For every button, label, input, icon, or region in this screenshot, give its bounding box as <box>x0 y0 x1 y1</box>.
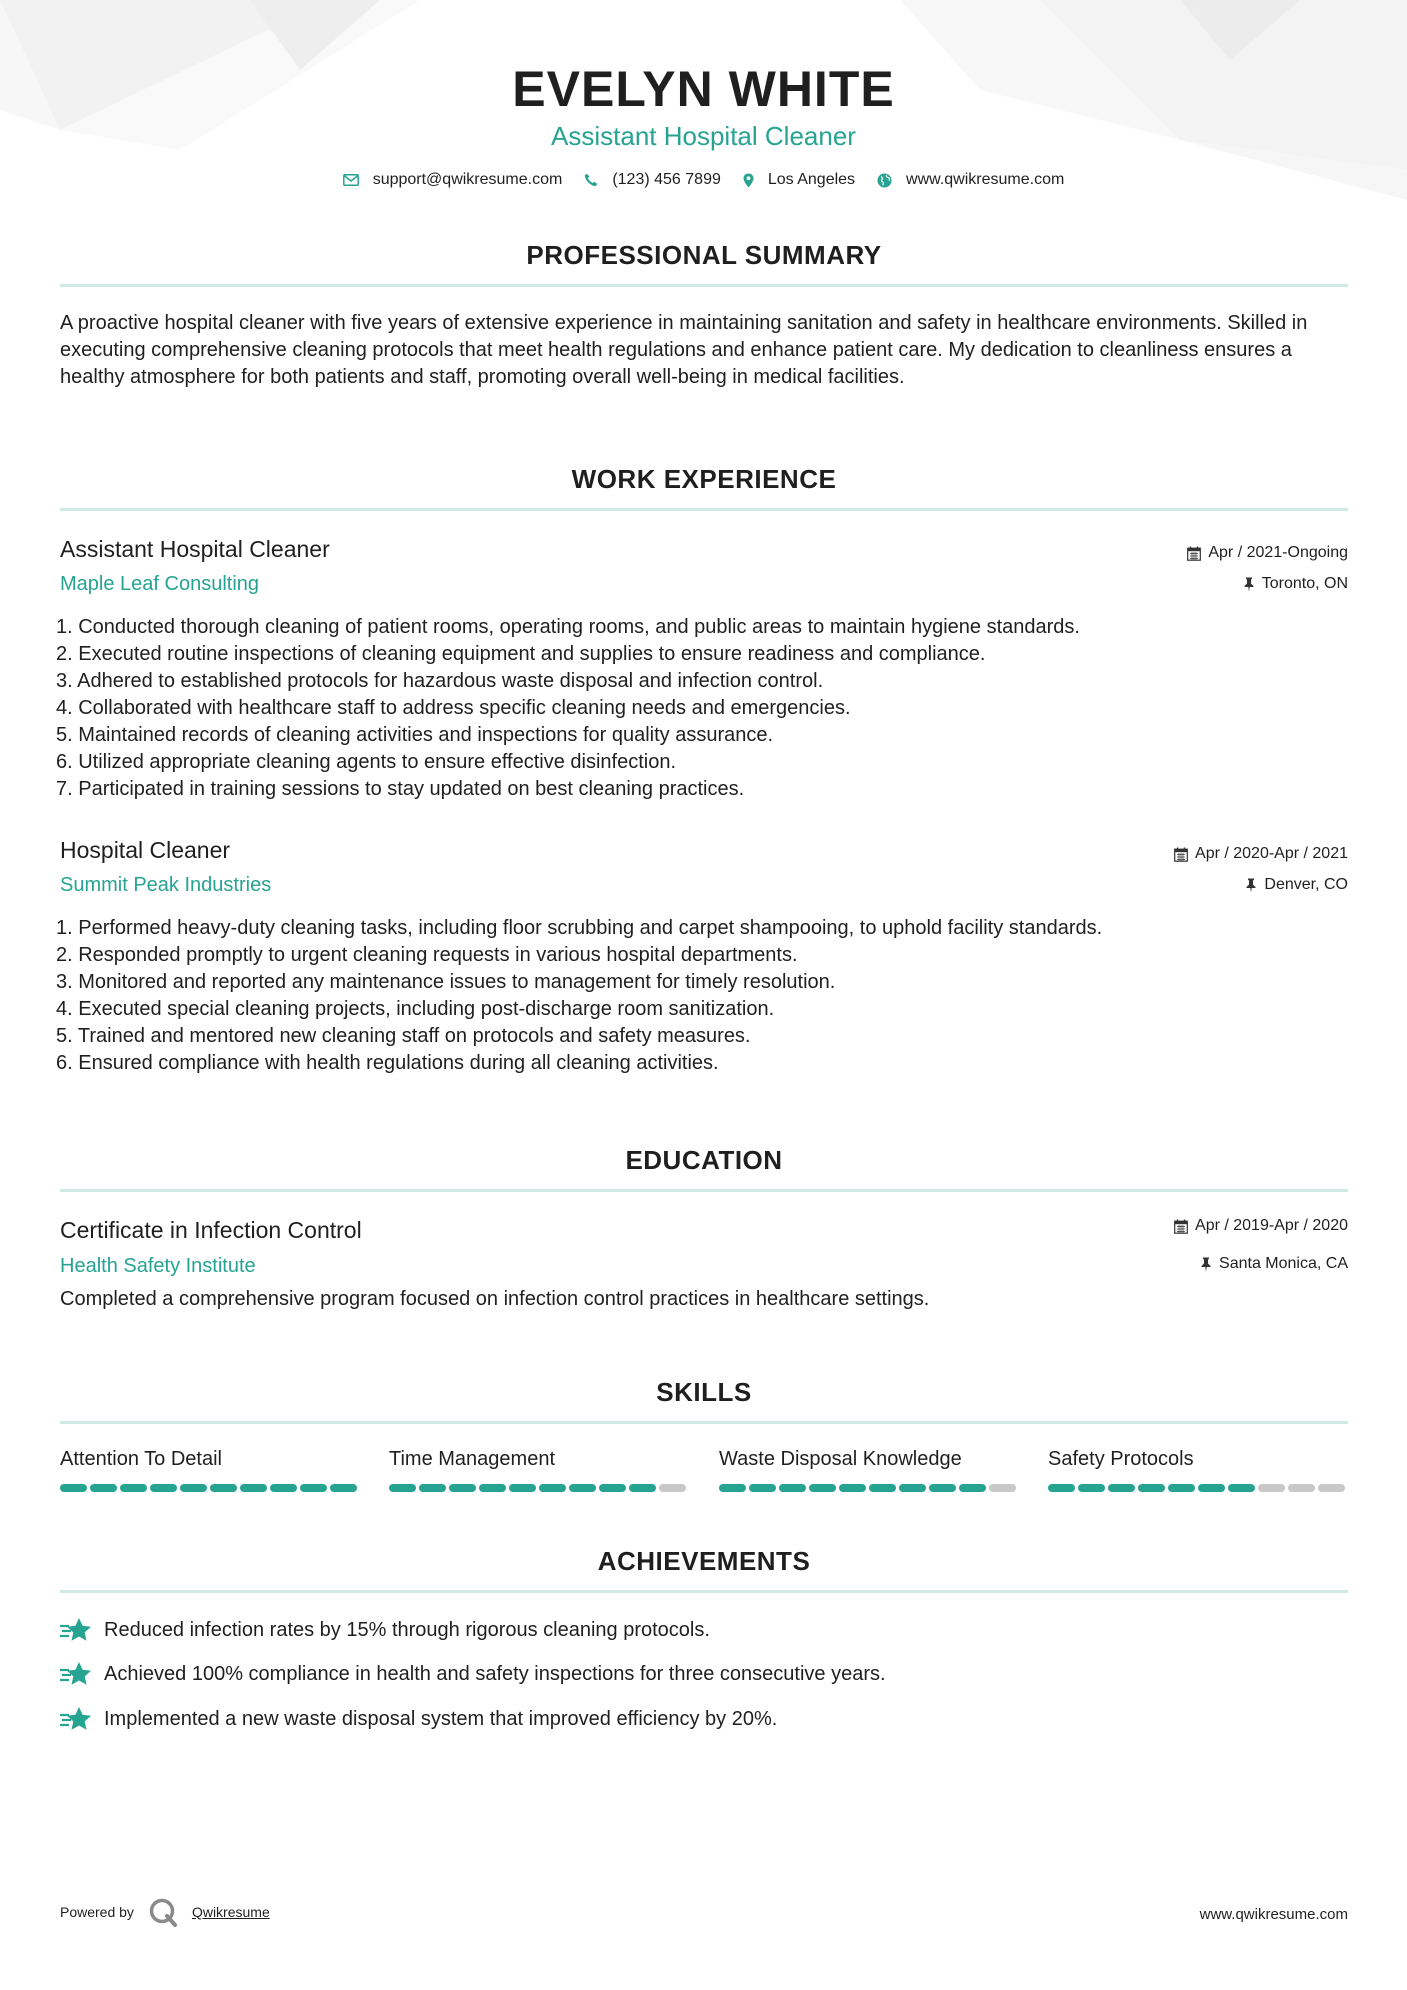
qwikresume-link[interactable]: Qwikresume <box>191 1904 270 1920</box>
contact-email[interactable] <box>343 171 563 189</box>
education-description: Completed a comprehensive program focused on infection control practices in healthcare settings. <box>60 1288 930 1310</box>
skill-level-bar <box>389 1484 689 1492</box>
skill-segment-filled <box>929 1484 956 1492</box>
skill-segment-filled <box>300 1484 327 1492</box>
skill-segment-filled <box>389 1484 416 1492</box>
star-icon <box>60 1617 92 1643</box>
skill-name: Time Management <box>389 1448 555 1470</box>
degree-title: Certificate in Infection Control <box>60 1217 362 1243</box>
footer-branding <box>60 1897 270 1927</box>
candidate-title: Assistant Hospital Cleaner <box>551 121 856 151</box>
phone-text: (123) 456 7899 <box>612 171 721 188</box>
achievements-heading: ACHIEVEMENTS <box>597 1546 811 1576</box>
job-date <box>1174 845 1348 863</box>
job-location <box>1245 876 1348 894</box>
skill-segment-filled <box>180 1484 207 1492</box>
section-divider <box>60 1590 1348 1593</box>
envelope-icon <box>343 174 359 186</box>
education-date-text: Apr / 2019-Apr / 2020 <box>1195 1217 1348 1234</box>
calendar-icon <box>1174 1219 1188 1234</box>
skill-segment-filled <box>270 1484 297 1492</box>
section-divider <box>60 1189 1348 1192</box>
powered-by-label: Powered by <box>60 1904 134 1920</box>
skill-level-bar <box>60 1484 360 1492</box>
list-item: 1. Conducted thorough cleaning of patient rooms, operating rooms, and public areas to maintain hygiene standards. <box>56 616 1080 638</box>
skill-segment-filled <box>479 1484 506 1492</box>
skill-segment-filled <box>1228 1484 1255 1492</box>
company-name: Summit Peak Industries <box>60 874 272 896</box>
phone-icon <box>584 173 598 187</box>
skill-segment-filled <box>509 1484 536 1492</box>
job-title: Assistant Hospital Cleaner <box>60 536 330 562</box>
calendar-icon <box>1174 847 1188 862</box>
list-item: 1. Performed heavy-duty cleaning tasks, including floor scrubbing and carpet shampooing, to uphold facility standards. <box>56 917 1103 939</box>
skill-segment-filled <box>1138 1484 1165 1492</box>
pushpin-icon <box>1243 577 1255 592</box>
job-date <box>1187 544 1348 562</box>
skill-segment-empty <box>659 1484 686 1492</box>
skill-name: Attention To Detail <box>60 1448 222 1470</box>
achievement-text: Implemented a new waste disposal system that improved efficiency by 20%. <box>104 1707 778 1730</box>
candidate-name: EVELYN WHITE <box>512 61 895 117</box>
skill-segment-filled <box>330 1484 357 1492</box>
list-item: 2. Responded promptly to urgent cleaning requests in various hospital departments. <box>56 944 798 966</box>
skill-segment-filled <box>1078 1484 1105 1492</box>
list-item: 7. Participated in training sessions to stay updated on best cleaning practices. <box>56 778 745 800</box>
skill-segment-filled <box>569 1484 596 1492</box>
map-pin-icon <box>743 173 754 188</box>
footer-website[interactable]: www.qwikresume.com <box>1199 1906 1348 1923</box>
section-divider <box>60 284 1348 287</box>
education-location <box>1200 1255 1348 1273</box>
achievement-text: Reduced infection rates by 15% through rigorous cleaning protocols. <box>104 1618 710 1641</box>
globe-icon <box>877 173 892 188</box>
resume-header <box>0 58 1407 152</box>
skill-item <box>60 1446 360 1492</box>
skill-segment-filled <box>150 1484 177 1492</box>
skills-heading: SKILLS <box>656 1377 752 1407</box>
list-item: 3. Adhered to established protocols for hazardous waste disposal and infection control. <box>56 670 824 692</box>
list-item: 5. Trained and mentored new cleaning staff on protocols and safety measures. <box>56 1025 751 1047</box>
skill-segment-filled <box>959 1484 986 1492</box>
pushpin-icon <box>1200 1257 1212 1272</box>
skill-item <box>1048 1446 1348 1492</box>
skill-segment-filled <box>749 1484 776 1492</box>
star-icon <box>60 1706 92 1732</box>
list-item: 6. Utilized appropriate cleaning agents to ensure effective disinfection. <box>56 751 677 773</box>
education-heading: EDUCATION <box>625 1145 783 1175</box>
skill-segment-empty <box>989 1484 1016 1492</box>
contact-bar <box>0 171 1407 189</box>
skill-segment-filled <box>599 1484 626 1492</box>
summary-text: A proactive hospital cleaner with five years of extensive experience in maintaining sanitation and safety in healthcare environments. Skilled in executing comprehensive cleaning protocols that meet health regulations and enhance patient care. My dedication to cleanliness ensures a healthy atmosphere for both patients and staff, promoting overall well-being in medical facilities. <box>60 312 1308 388</box>
company-name: Maple Leaf Consulting <box>60 573 260 595</box>
list-item: 6. Ensured compliance with health regulations during all cleaning activities. <box>56 1052 719 1074</box>
job-location-text: Denver, CO <box>1264 876 1348 893</box>
email-text: support@qwikresume.com <box>372 171 563 188</box>
contact-phone[interactable] <box>584 171 721 189</box>
section-divider <box>60 1421 1348 1424</box>
skill-segment-filled <box>1198 1484 1225 1492</box>
skill-segment-filled <box>1108 1484 1135 1492</box>
skill-segment-empty <box>1318 1484 1345 1492</box>
skill-segment-filled <box>449 1484 476 1492</box>
skill-level-bar <box>719 1484 1019 1492</box>
experience-heading: WORK EXPERIENCE <box>571 464 837 494</box>
achievement-text: Achieved 100% compliance in health and safety inspections for three consecutive years. <box>104 1662 886 1685</box>
achievement-item <box>60 1706 777 1732</box>
skill-segment-filled <box>839 1484 866 1492</box>
job-bullet-list <box>56 915 1346 1077</box>
skill-item <box>719 1446 1019 1492</box>
list-item: 4. Collaborated with healthcare staff to address specific cleaning needs and emergencies. <box>56 697 851 719</box>
calendar-icon <box>1187 546 1201 561</box>
education-location-text: Santa Monica, CA <box>1219 1255 1348 1272</box>
skill-segment-filled <box>779 1484 806 1492</box>
list-item: 2. Executed routine inspections of cleaning equipment and supplies to ensure readiness and compliance. <box>56 643 986 665</box>
location-text: Los Angeles <box>767 171 856 188</box>
job-date-text: Apr / 2020-Apr / 2021 <box>1195 845 1348 862</box>
skill-segment-filled <box>629 1484 656 1492</box>
skill-name: Waste Disposal Knowledge <box>719 1448 962 1470</box>
job-location-text: Toronto, ON <box>1261 575 1348 592</box>
job-bullet-list <box>56 614 1346 803</box>
contact-location <box>743 171 855 189</box>
school-name: Health Safety Institute <box>60 1255 256 1277</box>
skill-segment-filled <box>719 1484 746 1492</box>
skill-segment-filled <box>210 1484 237 1492</box>
skill-segment-empty <box>1258 1484 1285 1492</box>
job-date-text: Apr / 2021-Ongoing <box>1208 544 1348 561</box>
skill-name: Safety Protocols <box>1048 1448 1194 1470</box>
skill-segment-filled <box>869 1484 896 1492</box>
list-item: 4. Executed special cleaning projects, including post-discharge room sanitization. <box>56 998 775 1020</box>
job-location <box>1243 575 1348 593</box>
qwikresume-logo-icon <box>148 1897 178 1927</box>
skill-segment-filled <box>120 1484 147 1492</box>
skill-segment-filled <box>1168 1484 1195 1492</box>
website-text: www.qwikresume.com <box>906 171 1065 188</box>
list-item: 5. Maintained records of cleaning activities and inspections for quality assurance. <box>56 724 774 746</box>
skill-segment-filled <box>60 1484 87 1492</box>
section-divider <box>60 508 1348 511</box>
skill-segment-filled <box>539 1484 566 1492</box>
skill-segment-filled <box>90 1484 117 1492</box>
achievement-item <box>60 1617 710 1643</box>
skill-segment-filled <box>899 1484 926 1492</box>
skill-segment-filled <box>240 1484 267 1492</box>
skill-segment-filled <box>809 1484 836 1492</box>
skill-segment-filled <box>419 1484 446 1492</box>
education-date <box>1174 1217 1348 1235</box>
job-title: Hospital Cleaner <box>60 837 231 863</box>
contact-website[interactable] <box>877 171 1064 189</box>
skill-item <box>389 1446 689 1492</box>
skill-segment-filled <box>1048 1484 1075 1492</box>
list-item: 3. Monitored and reported any maintenance issues to management for timely resolution. <box>56 971 836 993</box>
pushpin-icon <box>1245 878 1257 893</box>
star-icon <box>60 1661 92 1687</box>
summary-heading: PROFESSIONAL SUMMARY <box>526 240 882 270</box>
skill-segment-empty <box>1288 1484 1315 1492</box>
achievement-item <box>60 1661 886 1687</box>
skill-level-bar <box>1048 1484 1348 1492</box>
